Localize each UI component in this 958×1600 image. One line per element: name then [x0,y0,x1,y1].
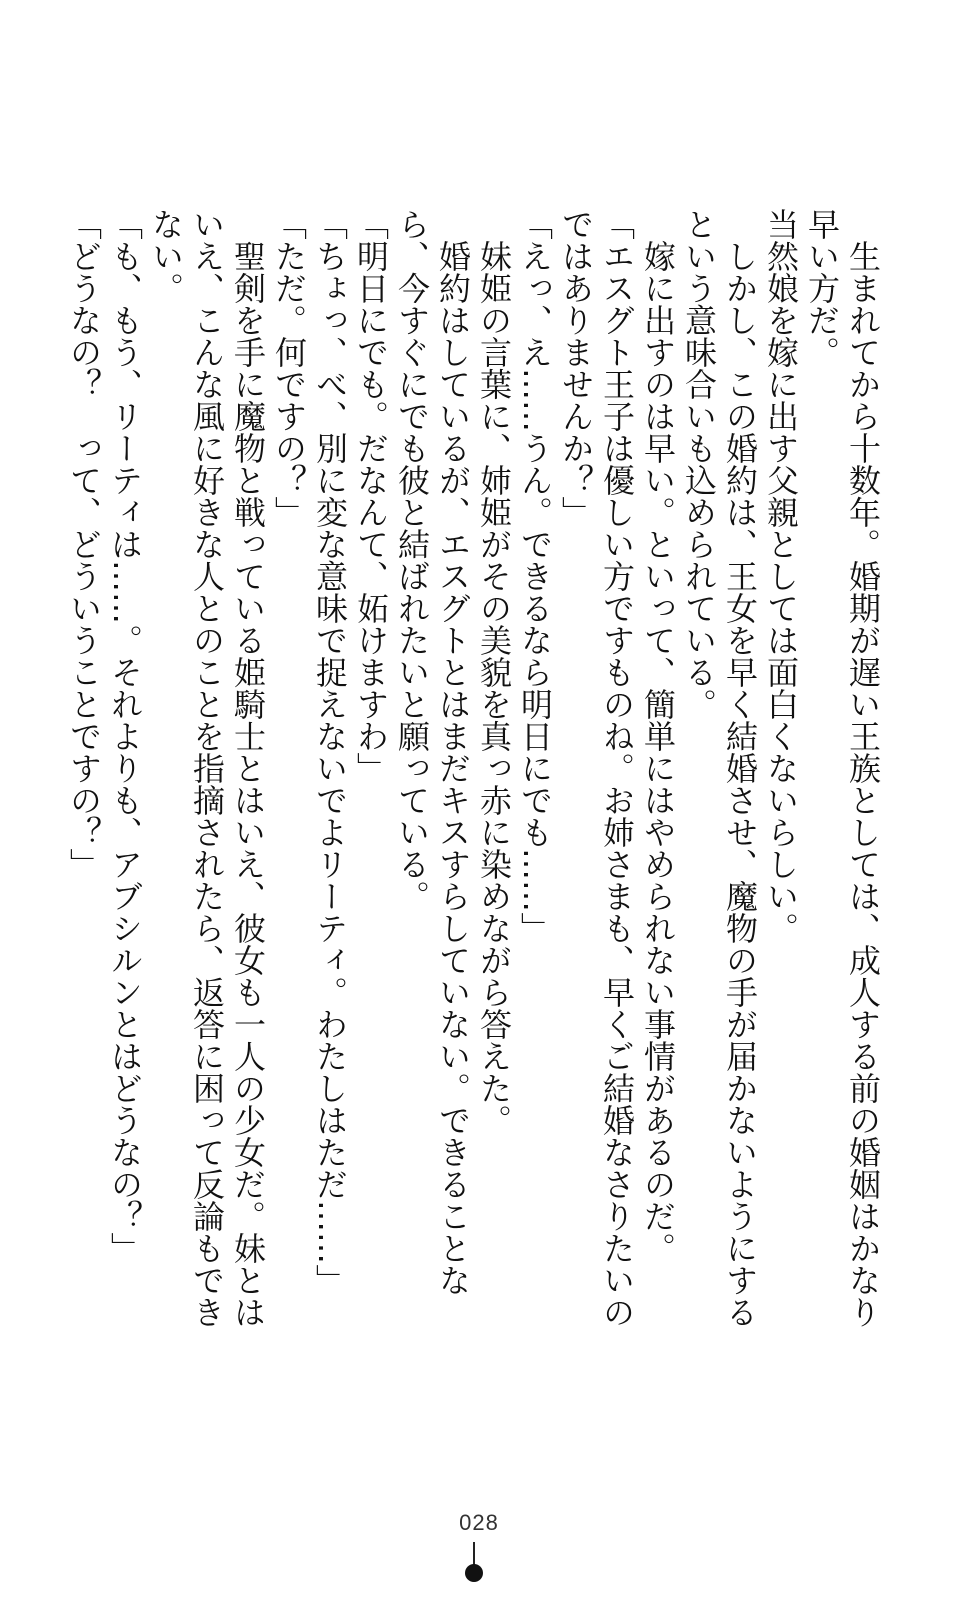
paragraph: 婚約はしているが、エスグトとはまだキスすらしていない。できることなら、今すぐにでも彼と結ばれたいと願っている。 [393,208,472,1296]
page-number: 028 [459,1510,499,1535]
paragraph: 当然娘を嫁に出す父親としては面白くないらしい。 [762,208,800,944]
paragraph: しかし、この婚約は、王女を早く結婚させ、魔物の手が届かないようにするという意味合いも込められている。 [680,208,759,1328]
paragraph: 「も、もう、リーティは……。それよりも、アブシルンとはどうなの？」 [106,208,144,1264]
page-marker-dot-icon [465,1564,483,1582]
paragraph: 生まれてから十数年。婚期が遅い王族としては、成人する前の婚姻はかなり早い方だ。 [803,208,882,1328]
paragraph: 「どうなの？ って、どういうことですの？」 [65,208,103,880]
paragraph: 「ただ。何ですの？」 [270,208,308,528]
paragraph: 妹姫の言葉に、姉姫がその美貌を真っ赤に染めながら答えた。 [475,208,513,1136]
page-marker-line [473,1542,475,1566]
paragraph: 「明日にでも。だなんて、妬けますわ」 [352,208,390,784]
paragraph: 「えっ、え……うん。できるなら明日にでも……」 [516,208,554,944]
paragraph: 「エスグト王子は優しい方ですものね。お姉さまも、早くご結婚なさりたいのではありませんか？」 [557,208,636,1328]
paragraph: 聖剣を手に魔物と戦っている姫騎士とはいえ、彼女も一人の少女だ。妹とはいえ、こんな風に好きな人とのことを指摘されたら、返答に困って反論もできない。 [147,208,267,1328]
vertical-text-body [23,208,883,1338]
paragraph: 「ちょっ、べ、別に変な意味で捉えないでよリーティ。わたしはただ……」 [311,208,349,1296]
paragraph: 嫁に出すのは早い。といって、簡単にはやめられない事情があるのだ。 [639,208,677,1264]
